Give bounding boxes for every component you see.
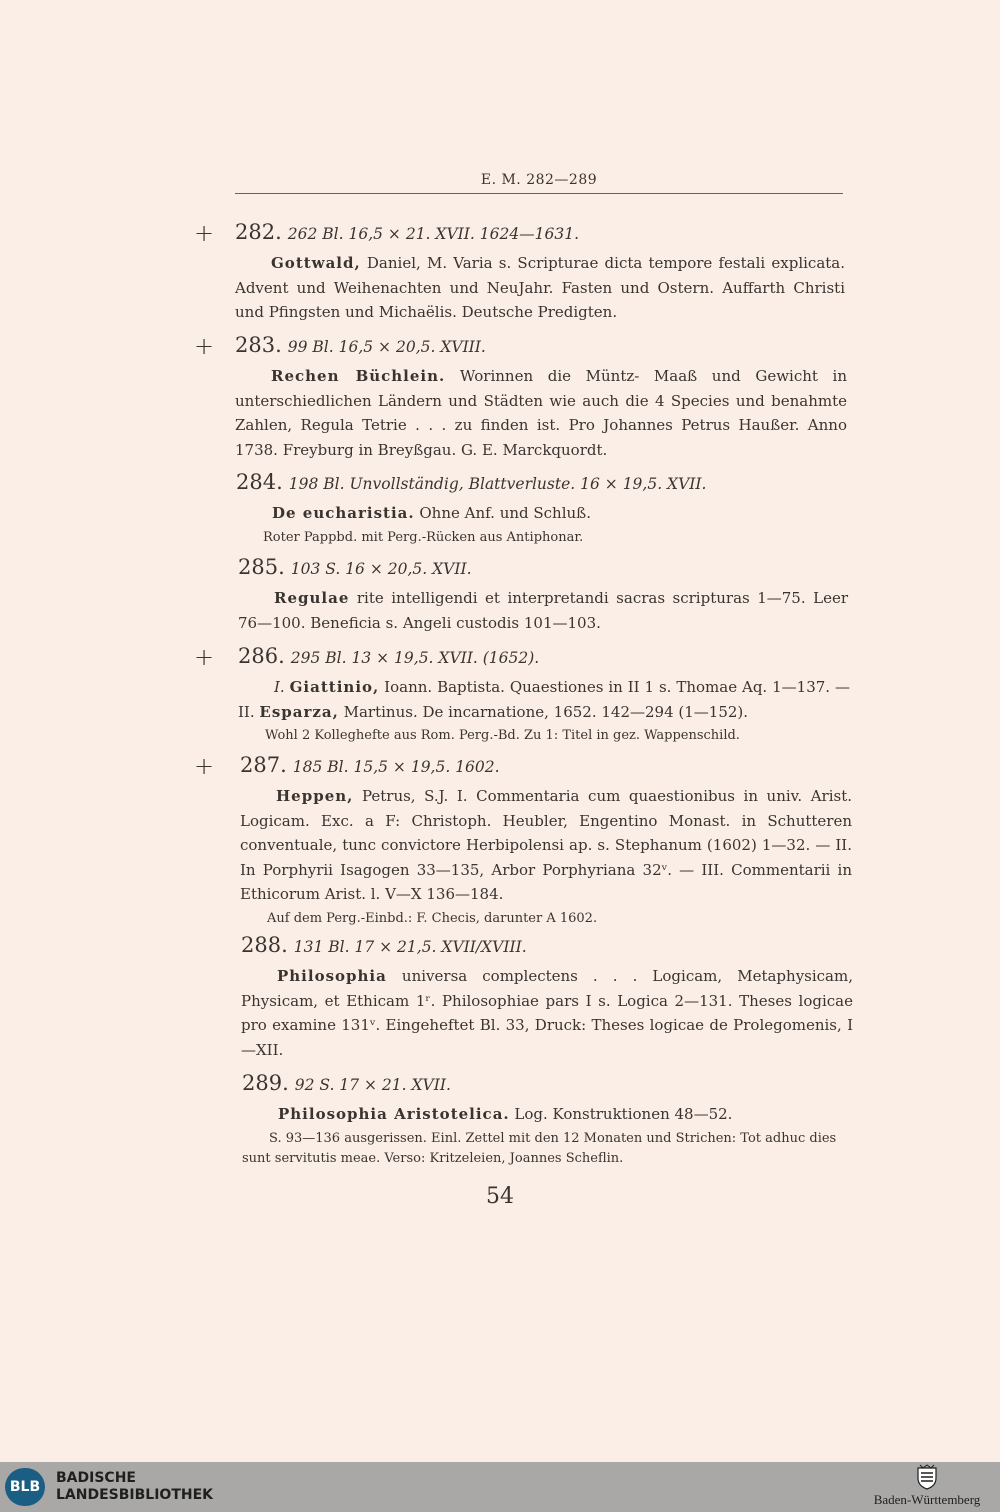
entry-marker: + [194, 332, 215, 360]
entry-note: S. 93—136 ausgerissen. Einl. Zettel mit den 12 Monaten und Strichen: Tot adhuc dies sunt servitutis meae. Verso: Kritzeleien, Joannes Scheflin. [242, 1130, 837, 1166]
entry-marker: + [194, 219, 215, 247]
library-name-line2: LANDESBIBLIOTHEK [56, 1487, 214, 1503]
entry-title: De eucharistia. [272, 504, 415, 522]
entry-body: Worinnen die Müntz- Maaß und Gewicht in unterschiedlichen Ländern und Städten wie auch die 4 Species und benahmte Zahlen, Regula Tetrie . . . zu finden ist. Pro Johannes Petrus Haußer. Anno 1738. Freyburg in Breyßgau. G. E. Marckquordt. [235, 367, 847, 459]
entry-body: Petrus, S.J. I. Commentaria cum quaestionibus in univ. Arist. Logicam. Exc. a F: Christoph. Heubler, Engentino Monast. in Schutteren conventuale, tunc convictore Herbipolensi ap. s. Stephanum (1602) 1—32. — II. In Porphyrii Isagogen 33—135, Arbor Porphyriana 32ᵛ. — III. Commentarii in Ethicorum Arist. l. V—X 136—184. [240, 787, 852, 903]
entry-body-2: Martinus. De incarnatione, 1652. 142—294 (1—152). [338, 702, 749, 721]
catalog-entry-282 [235, 221, 845, 325]
entry-number: 288. [241, 933, 288, 957]
entry-part-label: I. [274, 678, 285, 696]
entry-title: Gottwald, [271, 254, 361, 272]
coat-of-arms-icon [916, 1464, 938, 1490]
entry-title-2: Esparza, [259, 702, 339, 721]
entry-title: Philosophia [277, 967, 387, 985]
entry-body: Daniel, M. Varia s. Scripturae dicta tempore festali explicata. Advent und Weihenachten und NeuJahr. Fasten und Ostern. Auffarth Christi und Pfingsten und Michaëlis. Deutsche Predigten. [235, 254, 845, 321]
running-header: E. M. 282—289 [480, 172, 598, 188]
entry-note: Wohl 2 Kolleghefte aus Rom. Perg.-Bd. Zu 1: Titel in gez. Wappenschild. [265, 728, 740, 743]
entry-note: Auf dem Perg.-Einbd.: F. Checis, darunter A 1602. [267, 910, 598, 926]
entry-body: Log. Konstruktionen 48—52. [509, 1105, 733, 1123]
state-label: Baden-Württemberg [873, 1492, 981, 1507]
entry-marker: + [194, 643, 215, 671]
entry-number: 283. [235, 333, 282, 357]
library-name[interactable] [56, 1470, 213, 1504]
entry-number: 285. [238, 555, 285, 579]
catalog-entry-288 [241, 934, 853, 1062]
entry-number: 284. [236, 470, 283, 494]
entry-title: Rechen Büchlein. [271, 367, 446, 385]
entry-meta: 99 Bl. 16,5 × 20,5. XVIII. [287, 338, 486, 356]
entry-marker: + [194, 752, 215, 780]
entry-meta: 262 Bl. 16,5 × 21. XVII. 1624—1631. [287, 225, 580, 243]
page-number: 54 [486, 1184, 514, 1209]
entry-meta: 295 Bl. 13 × 19,5. XVII. (1652). [290, 649, 540, 667]
entry-body: universa complectens . . . Logicam, Metaphysicam, Physicam, et Ethicam 1ʳ. Philosophiae pars I s. Logica 2—131. Theses logicae pro examine 131ᵛ. Eingeheftet Bl. 33, Druck: Theses logicae de Prolegomenis, I—XII. [241, 967, 853, 1059]
entry-title: Giattinio, [289, 678, 380, 696]
catalog-entry-284 [236, 471, 848, 548]
catalog-entry-289 [242, 1072, 854, 1169]
catalog-entry-286 [238, 645, 850, 746]
entry-meta: 103 S. 16 × 20,5. XVII. [290, 560, 472, 578]
entry-number: 287. [240, 753, 287, 777]
entry-note: Roter Pappbd. mit Perg.-Rücken aus Antiphonar. [263, 529, 584, 545]
baden-wuerttemberg-logo[interactable] [862, 1464, 992, 1508]
entry-title: Regulae [274, 589, 350, 607]
entry-body: Ioann. Baptista. Quaestiones in II 1 s. Thomae Aq. 1—137. — II. [238, 678, 850, 721]
entry-meta: 185 Bl. 15,5 × 19,5. 1602. [292, 758, 500, 776]
entry-number: 289. [242, 1071, 289, 1095]
entry-title: Philosophia Aristotelica. [278, 1105, 510, 1123]
header-rule [235, 193, 843, 194]
entry-body: Ohne Anf. und Schluß. [414, 504, 591, 522]
entry-body: rite intelligendi et interpretandi sacras scripturas 1—75. Leer 76—100. Beneficia s. Angeli custodis 101—103. [238, 589, 848, 632]
catalog-entry-283 [235, 334, 847, 462]
blb-logo[interactable]: BLB [5, 1468, 45, 1506]
catalog-entry-287 [240, 754, 852, 929]
footer-bar [0, 1462, 1000, 1512]
entry-number: 286. [238, 644, 285, 668]
entry-title: Heppen, [276, 787, 354, 805]
entry-meta: 92 S. 17 × 21. XVII. [294, 1076, 451, 1094]
entry-meta: 198 Bl. Unvollständig, Blattverluste. 16 × 19,5. XVII. [288, 475, 707, 493]
entry-meta: 131 Bl. 17 × 21,5. XVII/XVIII. [293, 938, 527, 956]
catalog-entry-285 [238, 556, 848, 635]
entry-number: 282. [235, 220, 282, 244]
library-name-line1: BADISCHE [56, 1470, 136, 1486]
